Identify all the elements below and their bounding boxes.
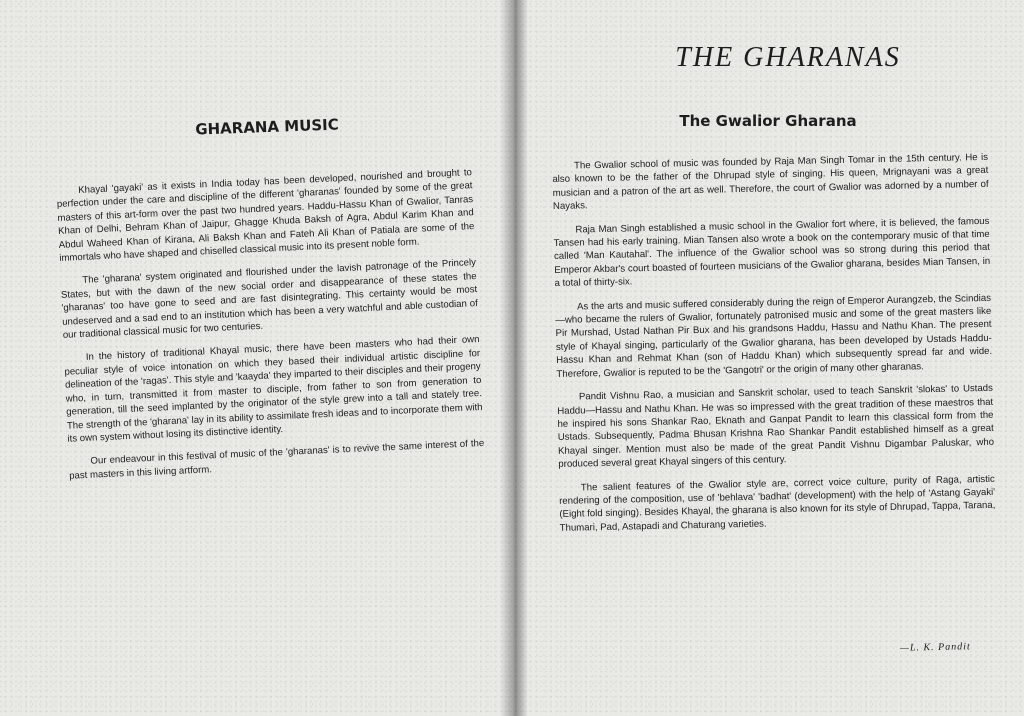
left-page-body — [56, 166, 486, 493]
gharana-music-heading: GHARANA MUSIC — [194, 115, 340, 139]
author-signature: —L. K. Pandit — [899, 641, 971, 654]
gwalior-gharana-heading: The Gwalior Gharana — [679, 112, 857, 130]
right-paragraph-1: The Gwalior school of music was founded by Raja Man Singh Tomar in the 15th century. He is also known to be the father of the Dhrupad style of singing. His queen, Mrignayani was a great musician and a patron of the art as well. Therefore, the court of Gwalior was adorned by a number of Nayaks. — [552, 151, 989, 213]
left-paragraph-4: Our endeavour in this festival of music of the 'gharanas' is to revive the same interest of the past masters in this living artform. — [68, 438, 485, 482]
left-paragraph-1: Khayal 'gayaki' as it exists in India today has been developed, nourished and brought to perfection under the care and discipline of the different 'gharanas' founded by some of the great masters of this art-form over the past two hundred years. Haddu-Hassu Khan of Gwalior, Tanras Khan of Delhi, Behram Khan of Jaipur, Ghagge Khuda Baksh of Agra, Abdul Karim Khan and Abdul Waheed Khan of Kirana, Ali Baksh Khan and Fateh Ali Khan of Patiala are some of the immortals who have shaped and chiselled classical music into its present noble form. — [56, 167, 475, 264]
left-paragraph-2: The 'gharana' system originated and flourished under the lavish patronage of the Princely States, but with the dawn of the new social order and disappearance of these states the 'gharanas' too have gone to seed and are fast disintegrating. This certainty would be most undeserved and a sad end to an institution which has been a very watchful and able custodian of our traditional classical music for two centuries. — [60, 257, 479, 341]
right-paragraph-3: As the arts and music suffered considerably during the reign of Emperor Aurangzeb, the Scindias—who became the rulers of Gwalior, fortunately patronised music and some of the great masters like Pir Murshad, Ustad Nathan Pir Bux and his grandsons Haddu, Hassu and Nathu Khan. The present style of Khayal singing, particularly of the Gwalior gharana, has been developed by Ustads Haddu-Hassu Khan and Rehmat Khan (son of Haddu Khan) which subsequently spread far and wide. Therefore, Gwalior is reputed to be the 'Gangotri' or the origin of many other gharanas. — [555, 292, 993, 380]
right-page — [512, 0, 1024, 716]
section-title: THE GHARANAS — [675, 42, 901, 73]
right-paragraph-5: The salient features of the Gwalior style are, correct voice culture, purity of Raga, artistic rendering of the composition, use of 'behlava' 'badhat' (development) with the help of 'Astang Gayaki' (Eight fold singing). Besides Khayal, the gharana is also known for its style of Dhrupad, Tappa, Tarana, Thumari, Pad, Astapadi and Chaturang varieties. — [559, 473, 996, 534]
right-page-body — [552, 151, 996, 545]
right-paragraph-4: Pandit Vishnu Rao, a musician and Sanskrit scholar, used to teach Sanskrit 'slokas' to Ustads Haddu—Hassu and Nathu Khan. He was so impressed with the great tradition of these maestros that he inspired his sons Shankar Rao, Eknath and Ganpat Pandit to learn this classical form from the Ustads. Subsequently, Padma Bhusan Krishna Rao Shankar Pandit established himself as a great Khayal singer. Mention must also be made of the great Pandit Vishnu Digambar Paluskar, who produced several great Khayal singers of this century. — [557, 382, 995, 471]
left-paragraph-3: In the history of traditional Khayal music, there have been masters who had their own peculiar style of voice intonation on which they based their individual artistic discipline for delineation of the 'ragas'. This style and 'kaayda' they imparted to their disciples and their progeny who, in turn, transmitted it from master to disciple, from father to son from generation to generation, till the seed implanted by the originator of the style grew into a tall and stately tree. The strength of the 'gharana' lay in its ability to assimilate fresh ideas and to incorporate them with its own system without losing its distinctive identity. — [64, 334, 483, 445]
right-paragraph-2: Raja Man Singh established a music school in the Gwalior fort where, it is believed, the famous Tansen had his early training. Mian Tansen also wrote a book on the contemporary music of that time called 'Man Kautahal'. The influence of the Gwalior school was so strong during this period that Emperor Akbar's court boasted of fourteen musicians of the Gwalior gharana, besides Mian Tansen, in a total of thirty-six. — [553, 215, 991, 290]
